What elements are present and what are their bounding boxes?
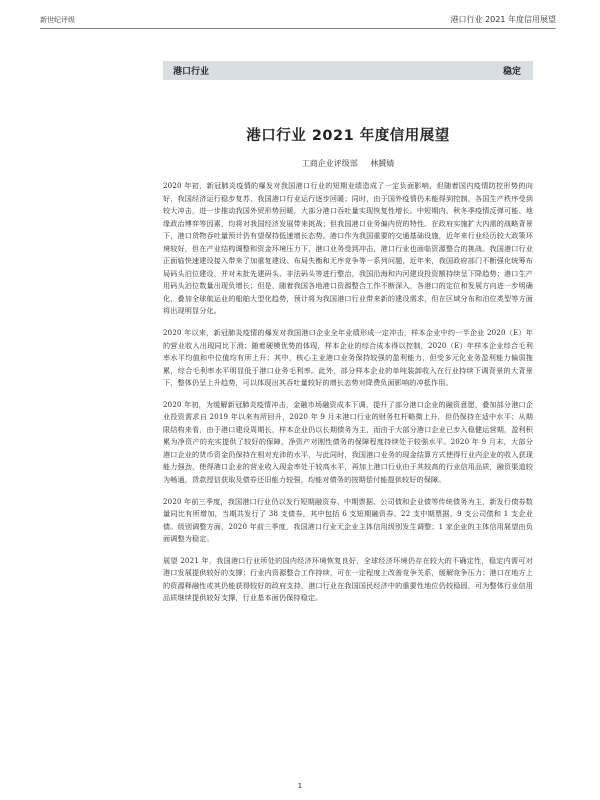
org-name: 新世纪评级 bbox=[40, 16, 75, 24]
report-body bbox=[163, 180, 533, 614]
header-divider bbox=[40, 28, 556, 29]
industry-label: 港口行业 bbox=[173, 67, 210, 77]
running-title: 港口行业 2021 年度信用展望 bbox=[450, 15, 556, 24]
paragraph-1: 2020 年初，新冠肺炎疫情的爆发对我国港口行业的短期业绩造成了一定负面影响，但随着国内疫情防控形势的向好，我国经济运行稳步复苏，我国港口行业运行逐步回暖；同时，由于国外疫情仍未能得到控制，各国生产秩序受到较大冲击，进一步推动我国外贸形势回暖，大部分港口吞吐量实现恢复性增长。中短期内，秋冬季疫情反弹可能、地缘政治博弈等因素，均将对我国经济发展带来挑战；但我国港口业务偏内贸的特性、在政府实施扩大内需的战略背景下，港口货物吞吐量预计仍有望保持低速增长态势。港口作为我国重要的交通基础设施，近年来行业经历较大政策环境较好，但在产业结构调整和资金环境压力下，港口业务受到冲击，港口行业也面临资源整合的挑战。我国港口行业正面临快速建设接入带来了加重复建设、布局失衡和无序竞争等一系列问题，近年来，我国政府部门不断强化统筹布局码头泊位建设，并对未批先建码头、非法码头等进行整治，我国沿海和内河建设投资额持续呈下降趋势；港口生产用码头泊位数量出现负增长；但是，随着我国各地港口资源整合工作不断深入，各港口的定位和发展方向进一步明确化，叠加全球航运业的船舶大型化趋势，预计将为我国港口行业带来新的建设需求，但在区域分布和泊位类型等方面将出现明显分化。 bbox=[163, 181, 533, 316]
paragraph-2: 2020 年以来，新冠肺炎疫情的爆发对我国港口企业全年业绩形成一定冲击，样本企业中约一半企业 2020（E）年的营业收入出现同比下滑；随着硬模优势的体现，样本企业的综合成本得以控制，2020（E）年样本企业综合毛利率水平均值和中位值均有所上升；其中，核心主业港口业务保持较强的盈利能力，但受多元化业务盈利能力偏弱拖累，综合毛利率水平明显低于港口业务毛利率。此外，部分样本企业的单吨装卸收入在行业持续下调背景的大背景下，整体仍呈上升趋势，可以体现出其吞吐量较好的增长态势对降费负面影响的冲抵作用。 bbox=[163, 328, 533, 388]
paragraph-3: 2020 年初，为缓解新冠肺炎疫情冲击，金融市场融资成本下调，提升了部分港口企业的融资意愿，叠加部分港口企业投资需求自 2019 年以来有所回升，2020 年 9 月末港口行业的财务杠杆略微上升，但仍保持在适中水平；从期限结构来看，由于港口建设周期长，样本企业仍以长期债务为主，而由于大部分港口企业已步入稳健运营期，盈利积累为净资产的充实提供了较好的保障，净资产对刚性债务的保障程度持续处于较强水平。2020 年 9 月末，大部分港口企业的货币资金仍保持在相对充沛的水平，与此同时，我国港口业务的现金结算方式使得行业内企业的收入获现能力强劲，使得港口企业的营业收入现金率处于较高水平，再加上港口行业由于其较高的行业信用品质，融资渠道较为畅通，货款授信获取及债券还旧能力较强，均能对债务的按期偿付能提供较好的保障。 bbox=[163, 399, 533, 485]
page-number: 1 bbox=[297, 782, 303, 790]
author: 林贇婧 bbox=[370, 159, 395, 168]
outlook-label: 稳定 bbox=[502, 67, 521, 77]
byline bbox=[163, 158, 533, 169]
department: 工商企业评级部 bbox=[301, 159, 358, 168]
paragraph-4: 2020 年前三季度，我国港口行业仍以发行短期融资券、中期票据、公司债和企业债等传统债务为主，新发行债券数量同比有所增加，当期共发行了 38 支债券，其中包括 6 支短期融资券、22 支中期票据、9 支公司债和 1 支企业债。级别调整方面，2020 年前三季度，我国港口行业无企业主体信用级别发生调整；1 家企业的主体信用展望由负面调整为稳定。 bbox=[163, 496, 533, 544]
sector-bar bbox=[163, 61, 533, 80]
paragraph-5: 展望 2021 年，我国港口行业所处的国内经济环境恢复良好，全球经济环境仍存在较大的不确定性，稳定内需可对港口发展提供较好的支撑；行业内资源整合工作持续，可在一定程度上改善竞争关系，缓解竞争压力；港口在地方上的资源释融性或其仍能获得较好的政府支持，港口行业在我国国民经济中的重要性地位仍较稳固，可为整体行业信用品质继续提供较好支撑，行业基本面仍保持稳定。 bbox=[163, 555, 533, 603]
report-title: 港口行业 2021 年度信用展望 bbox=[246, 128, 450, 144]
